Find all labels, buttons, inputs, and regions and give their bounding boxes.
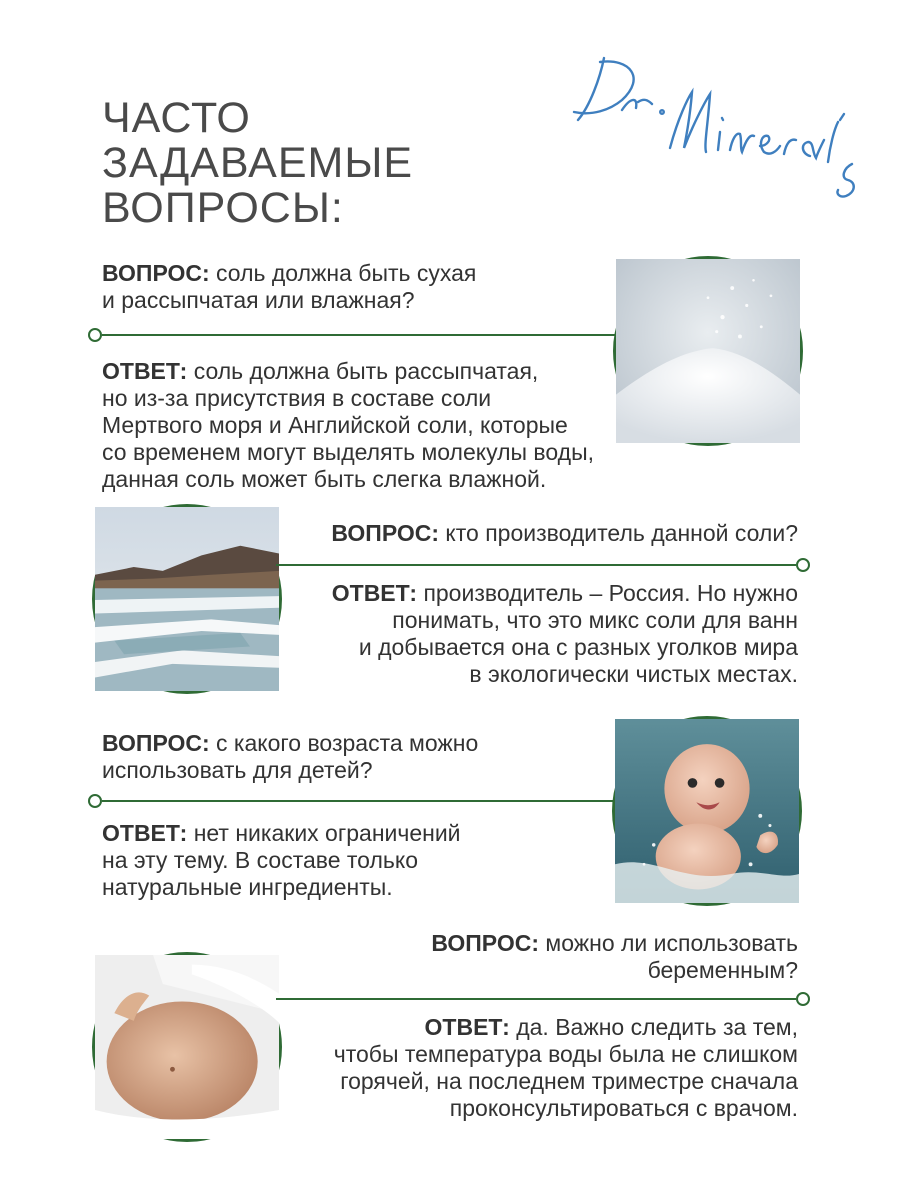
answer-text: Мертвого моря и Английской соли, которые: [102, 412, 568, 438]
divider-dot: [88, 328, 102, 342]
divider-dot: [88, 794, 102, 808]
question-text: с какого возраста можно: [216, 730, 479, 756]
question-text: можно ли использовать: [545, 930, 798, 956]
faq-1-answer: [102, 358, 594, 493]
baby-bath-photo: [612, 716, 802, 906]
answer-text: понимать, что это микс соли для ванн: [392, 607, 798, 633]
faq-1-question: [102, 260, 476, 314]
title-line-3: ВОПРОСЫ:: [102, 184, 344, 232]
answer-text: но из-за присутствия в составе соли: [102, 385, 492, 411]
faq-3-answer: [102, 820, 461, 901]
divider-line: [102, 334, 622, 336]
question-label: ВОПРОС:: [102, 730, 210, 756]
question-label: ВОПРОС:: [431, 930, 539, 956]
divider-line: [102, 800, 622, 802]
title-line-1: ЧАСТО: [102, 94, 251, 142]
answer-text: соль должна быть рассыпчатая,: [193, 358, 539, 384]
answer-text: нет никаких ограничений: [193, 820, 461, 846]
answer-text: производитель – Россия. Но нужно: [423, 580, 798, 606]
question-label: ВОПРОС:: [102, 260, 210, 286]
answer-text: горячей, на последнем триместре сначала: [340, 1068, 798, 1094]
salt-lake-photo: [92, 504, 282, 694]
answer-label: ОТВЕТ:: [424, 1014, 510, 1040]
page-title: [102, 96, 413, 231]
faq-2-answer: [332, 580, 798, 688]
answer-text: со временем могут выделять молекулы воды,: [102, 439, 594, 465]
answer-text: натуральные ингредиенты.: [102, 874, 393, 900]
answer-text: в экологически чистых местах.: [469, 661, 798, 687]
answer-text: проконсультироваться с врачом.: [449, 1095, 798, 1121]
divider-line: [276, 998, 796, 1000]
salt-heap-photo: [613, 256, 803, 446]
question-text: использовать для детей?: [102, 757, 373, 783]
question-text: кто производитель данной соли?: [445, 520, 798, 546]
answer-label: ОТВЕТ:: [102, 820, 188, 846]
divider-line: [276, 564, 796, 566]
divider-dot: [796, 558, 810, 572]
faq-2-question: [331, 520, 798, 547]
question-text: соль должна быть сухая: [216, 260, 477, 286]
answer-text: и добывается она с разных уголков мира: [358, 634, 798, 660]
divider-dot: [796, 992, 810, 1006]
answer-label: ОТВЕТ:: [102, 358, 188, 384]
faq-4-question: [431, 930, 798, 984]
faq-3-question: [102, 730, 478, 784]
question-text: беременным?: [647, 957, 798, 983]
answer-text: данная соль может быть слегка влажной.: [102, 466, 547, 492]
question-label: ВОПРОС:: [331, 520, 440, 546]
question-text: и рассыпчатая или влажная?: [102, 287, 415, 313]
answer-label: ОТВЕТ:: [331, 580, 418, 606]
faq-4-answer: [334, 1014, 798, 1122]
title-line-2: ЗАДАВАЕМЫЕ: [102, 139, 414, 187]
answer-text: да. Важно следить за тем,: [516, 1014, 798, 1040]
brand-logo: [560, 35, 860, 238]
pregnant-belly-photo: [92, 952, 282, 1142]
answer-text: чтобы температура воды была не слишком: [333, 1041, 798, 1067]
brand-name: Dr.Mineral's: [560, 35, 644, 52]
answer-text: на эту тему. В составе только: [102, 847, 418, 873]
